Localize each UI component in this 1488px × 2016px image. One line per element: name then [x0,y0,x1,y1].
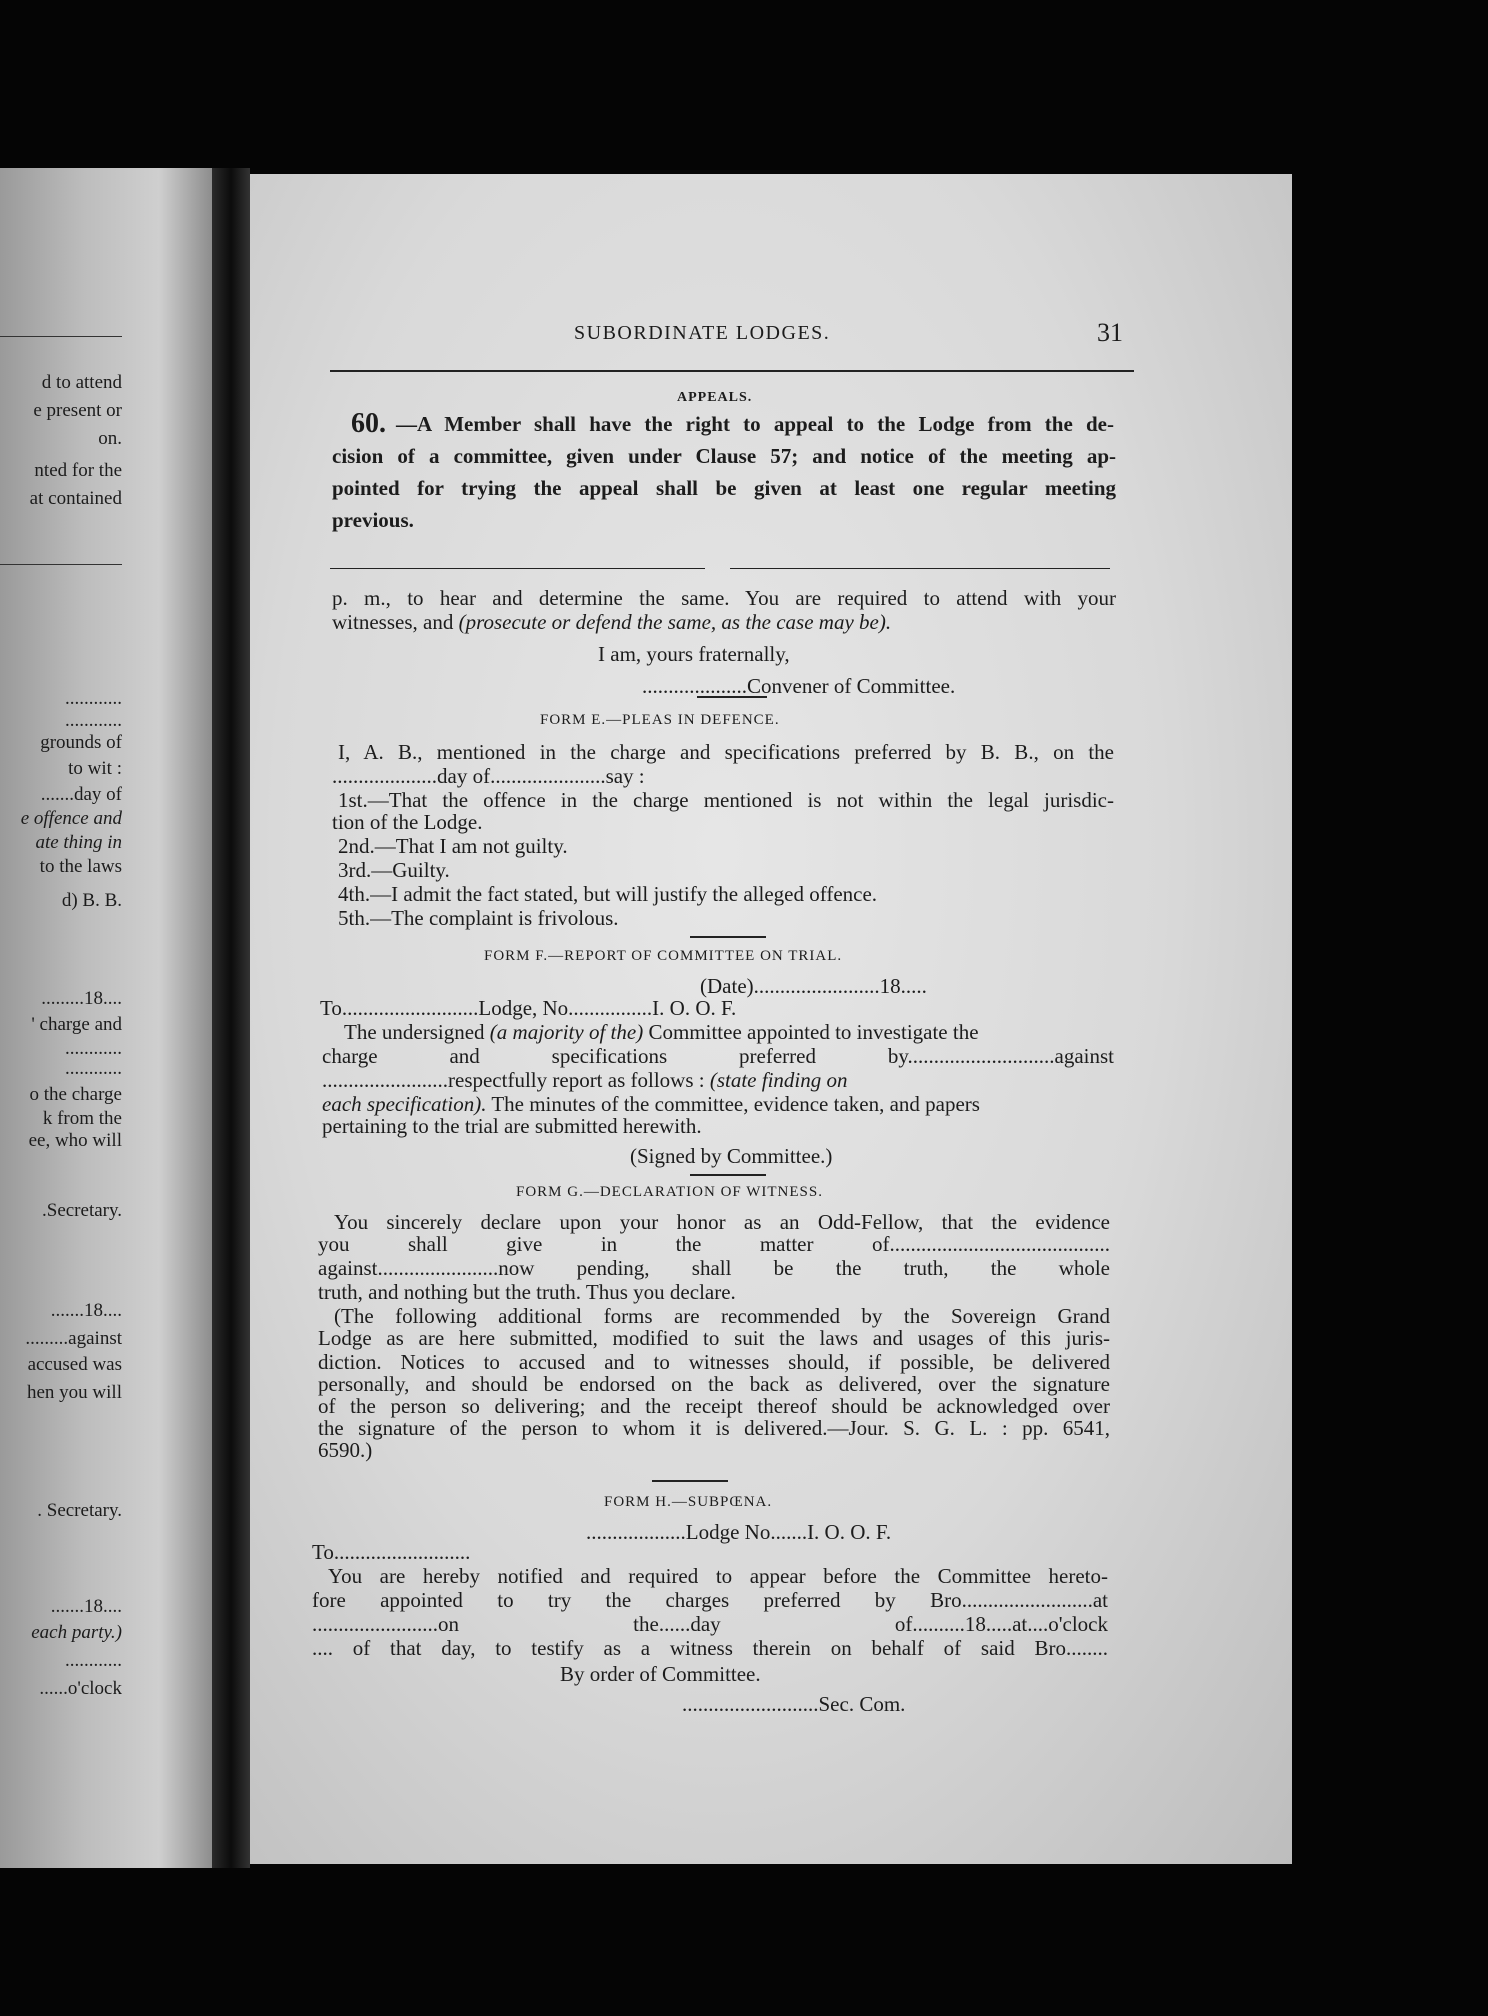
left-page-line: e present or [33,400,122,421]
form-f-signed: (Signed by Committee.) [630,1144,833,1168]
form-e-first: 1st.—That the offence in the charge mentioned is not within the legal jurisdic- [338,788,1114,812]
form-f-line-3 [322,1068,848,1093]
left-page-line: .........18.... [41,988,122,1009]
form-e-intro: I, A. B., mentioned in the charge and specifications preferred by B. B., on the [338,740,1114,764]
left-page-line: o the charge [29,1084,122,1105]
left-page-line: ............ [65,1058,122,1079]
notice-line-2 [332,610,891,635]
form-g-line-11: 6590.) [318,1438,373,1462]
form-f-date-line: (Date)........................18..... [700,974,927,998]
form-h-by-order: By order of Committee. [560,1662,761,1686]
left-page-line: ......o'clock [39,1678,122,1699]
left-page-line: . Secretary. [37,1500,122,1521]
left-page-line: to wit : [68,758,122,779]
form-g-line-1: You sincerely declare upon your honor as an Odd-Fellow, that the evidence [334,1210,1110,1234]
left-page-line: hen you will [27,1382,122,1403]
form-g-line-5: (The following additional forms are recommended by the Sovereign Grand [334,1304,1110,1328]
form-e-first-cont: tion of the Lodge. [332,810,483,834]
form-f-line-1c: Committee appointed to investigate the [643,1020,979,1044]
form-h-rule [652,1480,728,1482]
form-g-heading: FORM G.—DECLARATION OF WITNESS. [516,1184,823,1200]
left-page-line: .Secretary. [42,1200,122,1221]
left-page-line: e offence and [20,808,122,829]
form-g-rule [690,1174,766,1176]
appeals-rule-a [330,568,705,569]
appeals-line-3: pointed for trying the appeal shall be given at least one regular meeting [332,476,1116,500]
left-page-line: at contained [29,488,122,509]
form-h-line-4: .... of that day, to testify as a witness therein on behalf of said Bro........ [312,1636,1108,1660]
notice-line-2-italic: (prosecute or defend the same, as the case may be). [458,610,892,634]
clause-number: 60. [351,408,386,439]
left-page-line: .......18.... [50,1300,122,1321]
form-f-line-1 [344,1020,979,1045]
form-f-line-4b: The minutes of the committee, evidence taken, and papers [486,1092,980,1116]
form-e-fourth: 4th.—I admit the fact stated, but will justify the alleged offence. [338,882,878,906]
left-page-line: grounds of [40,732,122,753]
left-page-line: to the laws [39,856,122,877]
form-h-line-1: You are hereby notified and required to appear before the Committee hereto- [328,1564,1108,1588]
form-h-to-line: To.......................... [312,1540,471,1564]
form-f-line-3b: (state finding on [709,1068,848,1092]
left-page-line: on. [98,428,122,449]
left-page-line: ............ [65,688,122,709]
form-f-line-4a: each specification). [322,1092,487,1116]
left-page-rule-top [0,336,122,337]
appeals-heading: APPEALS. [677,390,753,405]
form-h-line-2: fore appointed to try the charges preferred by Bro.........................at [312,1588,1108,1612]
notice-closing: I am, yours fraternally, [598,642,790,666]
right-page [250,174,1292,1864]
form-h-lodge-line: ...................Lodge No.......I. O. O. F. [586,1520,892,1544]
left-page-line: ' charge and [31,1014,122,1035]
form-h-line-3: ........................on the......day of..........18.....at....o'clock [312,1612,1108,1636]
left-page-line: k from the [42,1108,122,1129]
form-e-heading: FORM E.—PLEAS IN DEFENCE. [540,712,780,728]
form-g-line-7: diction. Notices to accused and to witnesses should, if possible, be delivered [318,1350,1110,1374]
form-e-third: 3rd.—Guilty. [338,858,450,882]
left-page-line: ............ [65,1038,122,1059]
form-h-heading: FORM H.—SUBPŒNA. [604,1494,773,1510]
left-page-line: ............ [65,710,122,731]
page-number: 31 [1097,318,1123,347]
form-f-line-3a: ........................respectfully report as follows : [322,1068,710,1092]
form-g-line-6: Lodge as are here submitted, modified to suit the laws and usages of this juris- [318,1326,1110,1350]
left-page-line: .......18.... [50,1596,122,1617]
left-page-line: ee, who will [28,1130,122,1151]
left-page-line: ate thing in [35,832,122,853]
form-e-fifth: 5th.—The complaint is frivolous. [338,906,619,930]
left-page-line: nted for the [34,460,122,481]
notice-line-1: p. m., to hear and determine the same. You are required to attend with your [332,586,1116,610]
form-f-line-5: pertaining to the trial are submitted herewith. [322,1114,702,1138]
form-e-second: 2nd.—That I am not guilty. [338,834,568,858]
header-rule [330,370,1134,372]
form-h-signature: ..........................Sec. Com. [682,1692,906,1716]
appeals-rule-b [730,568,1110,569]
book-gutter [212,168,250,1868]
left-page-line: d to attend [41,372,122,393]
form-f-line-1b: (a majority of the) [489,1020,644,1044]
form-e-rule [697,696,767,698]
left-page-line: d) B. B. [61,890,122,911]
form-g-line-8: personally, and should be endorsed on the back as delivered, over the signature [318,1372,1110,1396]
form-g-line-9: of the person so delivering; and the receipt thereof should be acknowledged over [318,1394,1110,1418]
left-page-line: .........against [25,1328,122,1349]
appeals-line-2: cision of a committee, given under Clause 57; and notice of the meeting ap- [332,444,1116,468]
appeals-line-4: previous. [332,508,414,532]
form-f-line-2: charge and specifications preferred by............................against [322,1044,1114,1068]
form-g-line-10: the signature of the person to whom it is delivered.—Jour. S. G. L. : pp. 6541, [318,1416,1110,1440]
left-page-fragment [0,168,212,1868]
form-f-rule [690,936,766,938]
left-page-line: ............ [65,1650,122,1671]
left-page-line: accused was [27,1354,122,1375]
appeals-line-1: —A Member shall have the right to appeal to the Lodge from the de- [396,412,1114,436]
form-g-line-4: truth, and nothing but the truth. Thus you declare. [318,1280,736,1304]
form-f-to-line: To..........................Lodge, No................I. O. O. F. [320,996,737,1020]
left-page-rule-mid [0,564,122,565]
left-page-line: each party.) [31,1622,122,1643]
running-title: SUBORDINATE LODGES. [574,322,831,344]
convener-signature: ....................Convener of Committee. [642,674,956,698]
form-g-line-2: you shall give in the matter of.......................................... [318,1232,1110,1256]
form-e-intro-2: ....................day of......................say : [332,764,645,788]
form-f-heading: FORM F.—REPORT OF COMMITTEE ON TRIAL. [484,948,843,964]
form-f-line-1a: The undersigned [344,1020,490,1044]
left-page-line: .......day of [40,784,122,805]
notice-line-2-start: witnesses, and [332,610,459,634]
form-g-line-3: against.......................now pending, shall be the truth, the whole [318,1256,1110,1280]
